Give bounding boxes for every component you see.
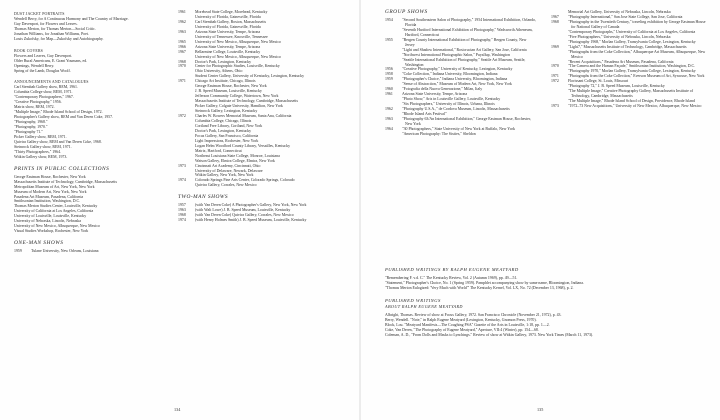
entry-text: "American Photography: The Sixties," Sheldon (402, 131, 476, 136)
entry-text: Cincinnati Art Academy, Cincinnati, Ohio (195, 163, 261, 168)
entry-text: "Seattle International Exhibition of Photography," Seattle Art Museum, Seattle, Washington (402, 57, 526, 67)
entry-year: 1974 (178, 218, 186, 223)
entry-year: 1971 (551, 74, 559, 79)
group-show-row (385, 38, 537, 48)
entry-year: 1967 (178, 49, 186, 54)
entry-text: Tulane University, New Orleans, Louisiana (31, 249, 99, 254)
entry-text: University of Florida, Gainesville, Florida (195, 14, 261, 19)
published-about-heading: PUBLISHED WRITINGS (385, 297, 441, 303)
entry-year: 1964 (385, 126, 393, 131)
entry-year: 1970 (551, 64, 559, 69)
entry-year: 1960 (385, 87, 393, 92)
entry-text: Watson Gallery, Elmira College, Elmira, New York (195, 158, 275, 163)
dust-jacket-heading: DUST JACKET PORTRAITS (14, 12, 65, 16)
book-cover-entry: Flowers and Leaves, Guy Davenport. (14, 53, 73, 58)
entry-year: 1963 (178, 29, 186, 34)
published-about-subheading: ABOUT RALPH EUGENE MEATYARD (385, 303, 463, 309)
published-by-list (385, 276, 707, 291)
entry-text: Arizona State University, Tempe, Arizona (195, 29, 261, 34)
one-man-show-row (14, 249, 164, 254)
entry-text: Arizona State University, Tempe, Arizona (195, 44, 261, 49)
entry-text: J. B. Speed Museum, Louisville, Kentucky (195, 89, 262, 94)
collection-entry: University of New Mexico, Albuquerque, New Mexico (14, 224, 101, 229)
entry-text: Matrix, Hartford, Connecticut (195, 148, 242, 153)
entry-text: "Photography 63/An International Exhibition," George Eastman House, Rochester, New York (402, 117, 531, 126)
announcement-entry: Picker Gallery show, REM, 1971. (14, 134, 67, 139)
entry-text: "Photography 72," J. B. Speed Museum, Louisville, Kentucky (568, 84, 665, 89)
one-man-list (14, 249, 164, 254)
entry-text: Ohio University, Athens, Ohio (195, 69, 243, 74)
entry-text: "30 Photographers," State University of New York at Buffalo, New York (402, 126, 515, 131)
entry-text: Doctor's Park, Lexington, Kentucky (195, 128, 252, 133)
announcement-entry: Photographer's Gallery show, REM and Van Deren Coke, 1957. (14, 115, 114, 120)
group-show-row (385, 28, 537, 38)
entry-text: Colorado Springs Fine Arts Center, Colorado Springs, Colorado (195, 178, 295, 183)
entry-text: Morehead State College, Morehead, Kentucky (195, 10, 268, 14)
writing-about-entry: Coke, Van Deren, "The Photography of Eugene Meatyard," Aperture, VII:4 (Winter), pp. 154—68. (385, 327, 539, 332)
entry-text: "The Multiple Image," Creative Photography Gallery, Massachusetts Institute of Technology, Cambridge, Massachusetts (568, 89, 694, 99)
entry-text: "Photographs from the Coke Collection," Albuquerque Art Museum, Albuquerque, New Mexico (568, 49, 706, 59)
book-cover-entry: Spring of the Lamb, Douglas Woolf. (14, 68, 71, 73)
collection-entry: Smithsonian Institution, Washington, D.C. (14, 199, 81, 204)
two-man-list (178, 203, 344, 223)
entry-text: Charles W. Bowers Memorial Museum, Santa Ana, California (195, 114, 292, 119)
entry-year (551, 89, 568, 99)
announcements-list (14, 85, 164, 159)
announcement-entry: Witkin Gallery show, REM, 1973. (14, 154, 68, 159)
entry-text: "Photography 1970," Morlan Gallery, Transylvania College, Lexington, Kentucky (568, 69, 696, 74)
announcement-entry: Steinrock Gallery show, REM, 1971. (14, 144, 72, 149)
entry-year: 1966 (178, 44, 186, 49)
writing-by-entry: "Statement," Photographer's Choice, No. 1 (Spring 1959). Pamphlet accompanying show by same name, Bloomington, Indiana. (385, 280, 584, 285)
entry-year: 1971 (178, 79, 186, 84)
entry-text: (with Van Deren Coke) A Photographer's Gallery, New York, New York (195, 203, 307, 208)
entry-text: "Light7," Massachusetts Institute of Technology, Cambridge, Massachusetts (568, 44, 687, 49)
book-covers-list (14, 54, 164, 74)
entry-text: Massachusetts Institute of Technology, Cambridge, Massachusetts (195, 99, 299, 104)
entry-text: "Bergen County International Exhibition of Photography," Bergen County, New Jersey (402, 37, 527, 47)
dust-jacket-entry: Thomas Merton, for Thomas Merton—Social Critic. (14, 26, 96, 31)
entry-year: 1959 (14, 249, 22, 254)
group-show-row (551, 50, 706, 60)
dust-jacket-entry: Wendell Berry, for A Continuous Harmony and The Country of Marriage. (14, 16, 129, 21)
entry-text: University of Tennessee, Knoxville, Tennessee (195, 34, 268, 39)
entry-text: "Photography 1968," Morlan Gallery, Transylvania College, Lexington, Kentucky (568, 39, 696, 44)
right-page-number: 135 (537, 407, 544, 412)
entry-year: 1963 (385, 117, 393, 122)
collection-entry: Metropolitan Museum of Art, New York, New York (14, 184, 95, 189)
left-column-2 (178, 10, 344, 223)
entry-year (385, 28, 402, 38)
entry-year: 1967 (551, 14, 559, 19)
entry-text: "Coke Collection," Indiana University, Bloomington, Indiana (402, 72, 498, 77)
entry-text: Doctor's Park, Lexington, Kentucky (195, 59, 252, 64)
entry-text: (with Van Deren Coke) Quivira Gallery, Corrales, New Mexico (195, 213, 294, 218)
entry-text: "Light and Shadow International," Rosicrucian Art Gallery, San Jose, California (402, 47, 527, 52)
entry-year: 1974 (178, 178, 186, 183)
entry-year: 1959 (385, 77, 393, 82)
announcement-entry: Matrix show, REM, 1972. (14, 105, 55, 110)
entry-text: Light Impressions, Rochester, New York (195, 138, 259, 143)
collections-heading: PRINTS IN PUBLIC COLLECTIONS (14, 165, 110, 172)
entry-year (551, 50, 568, 60)
entry-year: 1968 (178, 213, 186, 218)
entry-text: "Photo Show," Arts in Louisville Gallery, Louisville, Kentucky (402, 97, 501, 102)
two-man-show-row (178, 218, 344, 223)
entry-text: Steinrock Gallery, Lexington, Kentucky (195, 109, 258, 114)
entry-text: Cortland Free Library, Cortland, New York (195, 123, 263, 128)
entry-text: University of New Mexico, Albuquerque, New Mexico (195, 54, 282, 59)
entry-text: Jefferson Community College, Watertown, New York (195, 94, 279, 99)
group-shows-list-continued (551, 10, 706, 109)
entry-text: Columbia College, Chicago, Illinois (195, 118, 252, 123)
entry-text: Logan Helm Woodford County Library, Versailles, Kentucky (195, 143, 291, 148)
book-cover-entry: Older Rural Americans, E. Grant Youmans, ed. (14, 58, 88, 63)
group-show-row (551, 89, 706, 99)
entry-text: "1972–73 New Acquisitions," University of New Mexico, Albuquerque, New Mexico (568, 104, 702, 109)
announcement-entry: "Photography, 1970." (14, 125, 48, 130)
group-show-row (385, 18, 537, 28)
one-man-heading: ONE-MAN SHOWS (14, 240, 64, 247)
entry-year: 1973 (551, 104, 559, 109)
entry-text: "Fotografia della Nuova Generazione," Milan, Italy (402, 87, 483, 92)
group-shows-list (385, 18, 537, 137)
book-cover-entry: Openings, Wendell Berry. (14, 63, 55, 68)
entry-text: University of New Mexico, Albuquerque, New Mexico (195, 39, 282, 44)
right-page (361, 0, 720, 420)
announcement-entry: Carl Siembab Gallery show, REM, 1961. (14, 85, 78, 90)
entry-text: "Five Photographers," University of Nebraska, Lincoln, Nebraska (568, 34, 671, 39)
entry-text: "Rhode Island Arts Festival" (402, 112, 447, 117)
right-bottom-block (385, 262, 707, 337)
entry-text: Focus Gallery, San Francisco, California (195, 133, 259, 138)
entry-text: Northeast Louisiana State College, Monroe, Louisiana (195, 153, 280, 158)
one-man-list-continued (178, 10, 344, 188)
announcements-heading: ANNOUNCEMENTS AND CATALOGUES (14, 80, 89, 85)
entry-year: 1969 (551, 44, 559, 49)
right-column-1 (385, 10, 537, 137)
entry-text: "Contemporary Photographs," University of California at Los Angeles, California (568, 29, 696, 34)
entry-text: University of Florida, Gainesville, Florida (195, 24, 261, 29)
entry-text: "Second Southeastern Salon of Photography," 1954 International Exhibition, Orlando, Florida (402, 17, 536, 27)
entry-text: Picker Gallery, Colgate University, Hamilton, New York (195, 104, 283, 109)
entry-year: 1958 (385, 72, 393, 77)
group-shows-heading: GROUP SHOWS (385, 9, 428, 15)
writing-about-entry: Berry, Wendell. "Note," in Ralph Eugene Meatyard (Lexington, Kentucky, Gnomon Press, 1970). (385, 317, 537, 322)
collection-entry: Museum of Modern Art, New York, New York (14, 189, 87, 194)
dust-jacket-entry: Jonathan Williams, for Jonathan Williams, Poet. (14, 31, 89, 36)
left-page (0, 0, 359, 420)
right-column-2 (551, 10, 706, 109)
entry-text: "The Camera and the Human Façade," Smithsonian Institution, Washington, D.C. (568, 64, 696, 69)
announcement-entry: "Contemporary Photographers," 1967. (14, 95, 74, 100)
entry-text: Arizona State University, Tempe, Arizona (402, 92, 468, 97)
announcement-entry: "Photography 71." (14, 130, 43, 135)
entry-text: George Eastman House, Rochester, New York (195, 84, 267, 89)
dust-jacket-entry: Louis Zukofsky, for Map—Zukofsky and Autobiography. (14, 36, 104, 41)
collection-entry: University of Louisville, Louisville, Kentucky (14, 214, 87, 219)
entry-text: "The Multiple Image," Rhode Island School of Design, Providence, Rhode Island (568, 99, 695, 104)
entry-text: Witkin Gallery, New York, New York (195, 173, 254, 178)
dust-jacket-entry: Guy Davenport, for Flowers and Leaves. (14, 21, 78, 26)
entry-text: "Northwest International Photographic Salon," Puyallup, Washington (402, 52, 510, 57)
entry-year: 1968 (178, 59, 186, 64)
entry-text: "Photography U.S.A.," de Cordova Museum, Lincoln, Massachusetts (402, 107, 510, 112)
entry-year: 1973 (178, 163, 186, 168)
entry-year: 1972 (551, 79, 559, 84)
entry-year: 1970 (178, 64, 186, 69)
collection-entry: Visual Studies Workshop, Rochester, New York (14, 229, 89, 234)
entry-text: Chicago Art Institute, Chicago, Illinois (195, 79, 256, 84)
entry-text: "Creative Photography," University of Kentucky, Lexington, Kentucky (402, 67, 513, 72)
collection-entry: Massachusetts Institute of Technology, Cambridge, Massachusetts (14, 179, 118, 184)
book-covers-heading: BOOK COVERS (14, 48, 43, 53)
writing-by-entry: "Remembering F. v.d. C." The Kentucky Review, Vol. 2 (Autumn 1969), pp. 49—51. (385, 275, 518, 280)
group-show-row (385, 58, 537, 68)
entry-year: 1965 (178, 39, 186, 44)
entry-text: "Six Photographers," University of Illinois, Urbana, Illinois (402, 102, 495, 107)
announcement-entry: "Thirty Photographers," 1964. (14, 149, 62, 154)
published-about-list (385, 313, 707, 338)
left-column-1 (14, 10, 164, 254)
entry-year (385, 58, 402, 68)
left-page-number: 134 (174, 407, 181, 412)
collection-entry: George Eastman House, Rochester, New York (14, 174, 86, 179)
one-man-show-row (178, 183, 344, 188)
entry-year: 1961 (385, 92, 393, 97)
entry-text: Memorial Art Gallery, University of Nebraska, Lincoln, Nebraska (568, 10, 671, 14)
entry-text: (with Walt Lowe) J. B. Speed Museum, Louisville, Kentucky (195, 208, 291, 213)
entry-year: 1961 (178, 10, 186, 14)
entry-year: 1972 (178, 114, 186, 119)
entry-text: Center for Photographic Studies, Louisville, Kentucky (195, 64, 280, 69)
entry-text: Carl Siembab Gallery, Boston, Massachusetts (195, 19, 267, 24)
entry-year (385, 132, 402, 137)
entry-text: Quivira Gallery, Corrales, New Mexico (195, 183, 257, 188)
entry-year: 1962 (178, 19, 186, 24)
group-show-row (551, 104, 706, 109)
entry-text: "Photographs from the Coke Collection," Everson Museum of Art, Syracuse, New York (568, 74, 705, 79)
entry-text: University of Delaware, Newark, Delaware (195, 168, 263, 173)
writing-by-entry: "Thomas Merton Eulogized: 'Very Much with World'" The Kentucky Kernel, Vol. LX, No. 72 (December 13, 1968), p. 2. (385, 285, 574, 290)
writing-about-entry: Coleman, A. D., "From Dolls and Masks to Lynchings." Review of show at Witkin Gallery, 1973. New York Times (March 11, 1973). (385, 332, 594, 337)
entry-year: 1956 (385, 67, 393, 72)
two-man-heading: TWO-MAN SHOWS (178, 194, 229, 201)
entry-year: 1968 (551, 19, 559, 24)
entry-text: "Sense of Abstraction," Museum of Modern Art, New York, New York (402, 82, 512, 87)
announcement-entry: Columbia College show, REM, 1971. (14, 90, 73, 95)
dust-jacket-list (14, 17, 164, 42)
entry-year: 1957 (178, 203, 186, 208)
entry-text: Bellarmine College, Louisville, Kentucky (195, 49, 261, 54)
entry-text: "Recent Acquisitions," Pasadena Art Museum, Pasadena, California (568, 59, 674, 64)
collection-entry: Thomas Merton Studies Center, Louisville, Kentucky (14, 204, 98, 209)
announcement-entry: "Multiple Image," Rhode Island School of Design, 1972. (14, 110, 103, 115)
published-by-heading: PUBLISHED WRITINGS BY RALPH EUGENE MEATYARD (385, 267, 519, 272)
entry-text: "Photographer's Choice," Indiana University, Bloomington, Indiana (402, 77, 508, 82)
entry-text: (with Henry Holmes Smith) J. B. Speed Museum, Louisville, Kentucky (195, 218, 307, 223)
group-show-row (385, 117, 537, 127)
entry-text: "Photography in the Twentieth Century," traveling exhibition by George Eastman House for National Gallery of Canada (568, 19, 706, 29)
group-show-row (385, 132, 537, 137)
entry-year: 1955 (385, 37, 393, 42)
collection-entry: Pasadena Art Museum, Pasadena, California (14, 194, 84, 199)
group-show-row (551, 20, 706, 30)
entry-year (178, 183, 195, 188)
entry-year: 1962 (385, 107, 393, 112)
collection-entry: University of Nebraska, Lincoln, Nebraska (14, 219, 81, 224)
announcement-entry: "Creative Photography," 1956. (14, 100, 62, 105)
collections-list (14, 175, 164, 234)
entry-text: "Seventh Hartford International Exhibition of Photography," Wadsworth Atheneum, Hartford, Connecticut (402, 27, 533, 37)
entry-text: Florissant College, St. Louis, Missouri (568, 79, 629, 84)
writing-about-entry: Albright, Thomas. Review of show at Focus Gallery, 1972. San Francisco Chronicle (November 21, 1972), p. 43. (385, 312, 562, 317)
entry-year: 1963 (178, 208, 186, 213)
announcement-entry: "Photography, 1968." (14, 120, 48, 125)
entry-text: "Photography International," San Jose State College, San Jose, California (568, 14, 683, 19)
entry-year: 1954 (385, 17, 393, 22)
announcement-entry: Quivira Gallery show, REM and Van Deren Coke, 1968. (14, 139, 102, 144)
writing-about-entry: Block, Lou. "Meatyard Manifests—The Coughing PSA" Gazette of the Arts in Louisville, 1:18, pp. 1—2. (385, 322, 550, 327)
collection-entry: University of California at Los Angeles, California (14, 209, 94, 214)
entry-text: Student Center Gallery, University of Kentucky, Lexington, Kentucky (195, 74, 305, 79)
